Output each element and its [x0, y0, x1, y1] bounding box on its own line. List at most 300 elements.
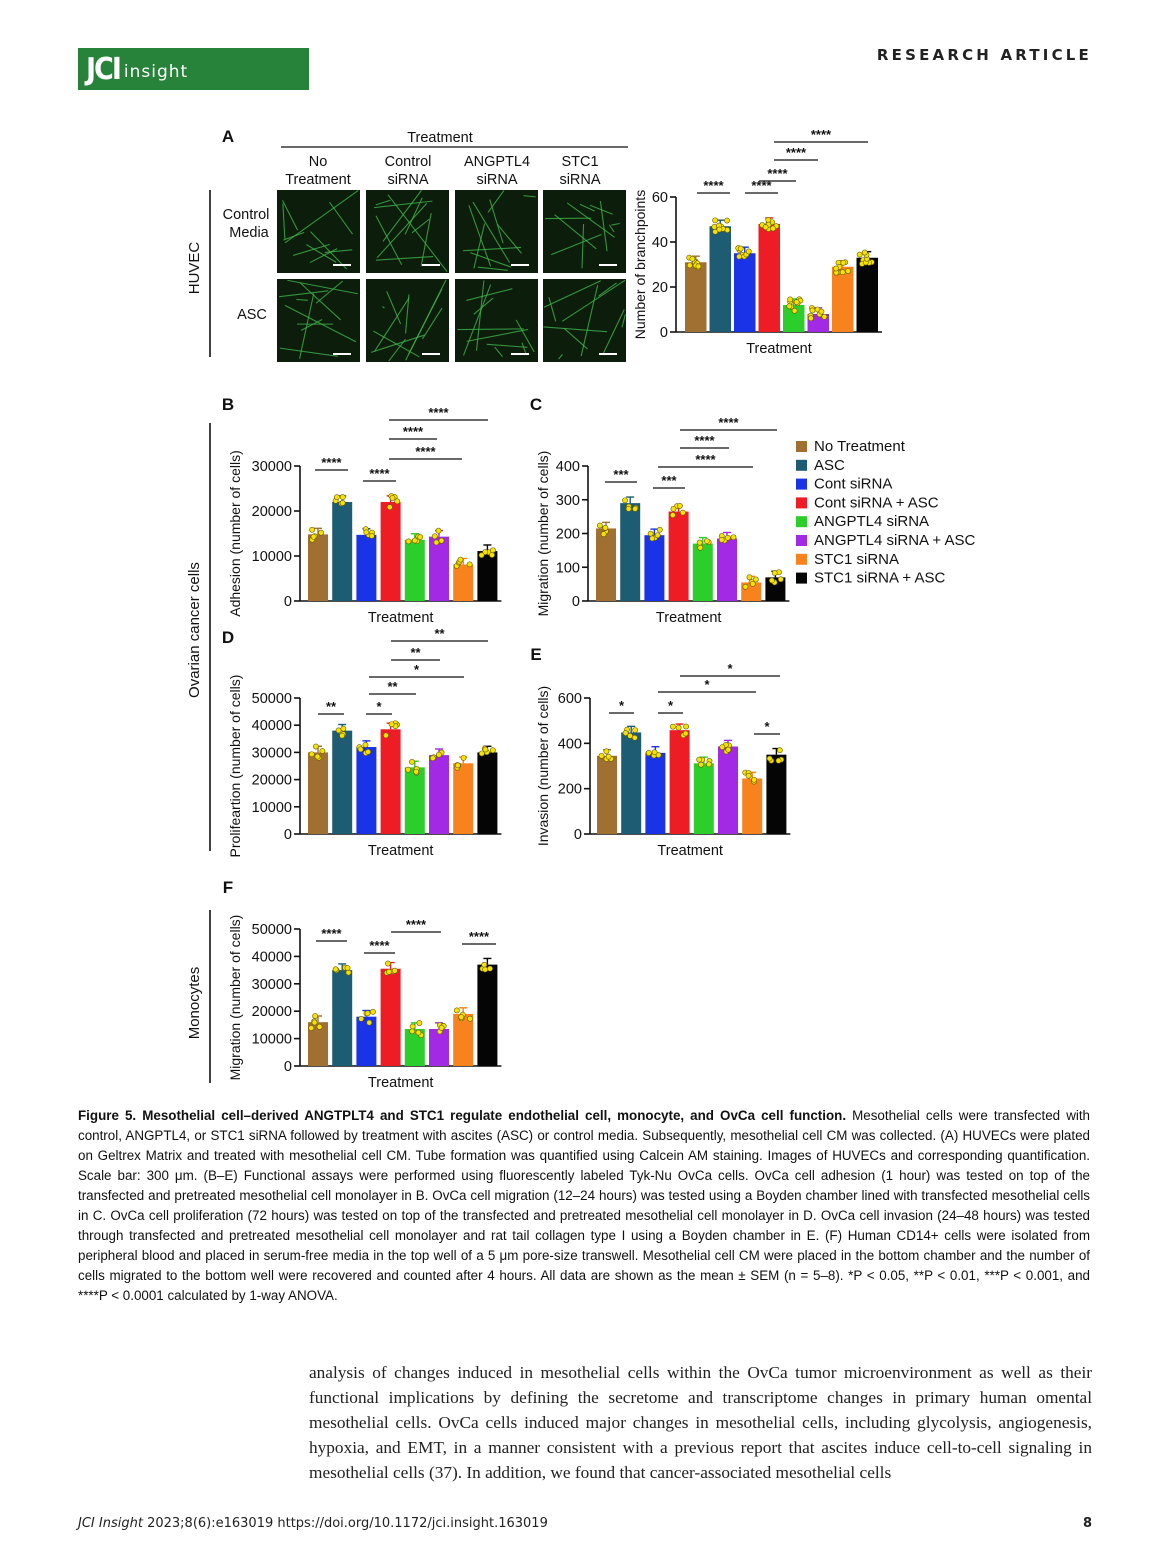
significance-label: *: [704, 677, 710, 692]
column-header: STC1: [561, 154, 599, 170]
data-point: [436, 752, 441, 757]
significance-label: *: [727, 661, 733, 676]
data-point: [777, 748, 782, 753]
data-point: [311, 534, 316, 539]
data-point: [646, 750, 651, 755]
data-point: [717, 227, 722, 232]
row-header: ASC: [237, 307, 267, 323]
logo-main: JCI: [86, 51, 120, 87]
significance-label: ****: [695, 452, 716, 467]
data-point: [670, 724, 675, 729]
data-point: [365, 749, 370, 754]
footer-citation: [78, 1516, 548, 1531]
data-point: [406, 539, 411, 544]
significance-label: ****: [369, 938, 390, 953]
data-point: [655, 533, 660, 538]
legend: [796, 438, 975, 587]
bar: [453, 763, 473, 834]
data-point: [467, 562, 472, 567]
significance-label: **: [325, 699, 337, 714]
bar: [693, 544, 713, 601]
footer-journal: JCI Insight: [78, 1516, 143, 1531]
data-point: [405, 767, 410, 772]
significance-label: *: [618, 698, 625, 713]
data-point: [467, 1016, 472, 1021]
group-label-huvec: HUVEC: [186, 241, 203, 295]
y-tick-label: 30000: [251, 459, 292, 475]
data-point: [458, 557, 463, 562]
data-point: [483, 967, 488, 972]
data-point: [698, 762, 703, 767]
legend-swatch: [796, 535, 807, 546]
legend-label: STC1 siRNA + ASC: [814, 569, 946, 587]
legend-label: ANGPTL4 siRNA: [814, 513, 930, 531]
data-point: [690, 256, 695, 261]
data-point: [369, 533, 374, 538]
data-point: [680, 510, 685, 515]
bar: [381, 502, 401, 601]
data-point: [808, 316, 813, 321]
data-point: [743, 584, 748, 589]
y-tick-label: 0: [283, 1059, 292, 1075]
data-point: [704, 539, 709, 544]
data-point: [482, 962, 487, 967]
y-tick-label: 60: [651, 190, 668, 206]
data-point: [309, 1025, 314, 1030]
bar: [620, 503, 640, 601]
data-point: [763, 225, 768, 230]
data-point: [386, 969, 391, 974]
data-point: [772, 570, 777, 575]
legend-label: Cont siRNA + ASC: [814, 494, 939, 512]
data-point: [490, 548, 495, 553]
data-point: [318, 530, 323, 535]
y-tick-label: 20000: [251, 504, 292, 520]
bar: [477, 752, 497, 834]
data-point: [731, 535, 736, 540]
data-point: [597, 523, 602, 528]
y-tick-label: 20000: [251, 772, 292, 789]
y-axis-label: Migration (number of cells): [535, 450, 551, 617]
significance-label: *: [413, 662, 420, 677]
bar: [669, 512, 689, 601]
data-point: [841, 260, 846, 265]
significance-label: **: [410, 645, 421, 660]
data-point: [341, 726, 346, 731]
x-axis-label: Treatment: [746, 341, 812, 357]
significance-label: **: [387, 679, 398, 694]
x-axis-label: Treatment: [655, 610, 722, 626]
data-point: [490, 748, 495, 753]
significance-label: ****: [321, 926, 342, 941]
bar: [308, 534, 328, 601]
data-point: [706, 762, 711, 767]
data-point: [387, 505, 392, 510]
y-tick-label: 0: [659, 325, 668, 341]
column-header: Treatment: [285, 172, 351, 188]
row-header: Control: [222, 207, 270, 223]
caption-title: Figure 5. Mesothelial cell–derived ANGTPLT4 and STC1 regulate endothelial cell, monocyte, and OvCa cell function.: [78, 1108, 847, 1123]
data-point: [390, 495, 395, 500]
bar: [670, 730, 690, 834]
data-point: [410, 1024, 415, 1029]
significance-label: ****: [468, 929, 490, 944]
significance-label: *: [376, 699, 382, 714]
data-point: [726, 747, 731, 752]
data-point: [626, 506, 631, 511]
data-point: [395, 499, 400, 504]
data-point: [746, 249, 751, 254]
legend-swatch: [796, 460, 807, 471]
data-point: [810, 308, 815, 313]
bar: [766, 755, 786, 834]
data-point: [312, 1020, 317, 1025]
data-point: [439, 1025, 444, 1030]
panel-f-chart: [227, 915, 501, 1091]
data-point: [657, 527, 662, 532]
y-tick-label: 40000: [251, 718, 292, 735]
group-label-mono: Monocytes: [186, 966, 203, 1040]
legend-label: ANGPTL4 siRNA + ASC: [814, 532, 976, 549]
logo-sub: insight: [123, 62, 189, 82]
y-axis-label: Prolifeartion (number of cells): [227, 674, 243, 858]
bar: [308, 752, 328, 834]
data-point: [418, 535, 423, 540]
data-point: [746, 773, 751, 778]
data-point: [632, 735, 637, 740]
data-point: [747, 575, 752, 580]
significance-label: ****: [369, 466, 390, 481]
data-point: [670, 512, 675, 517]
y-tick-label: 40: [651, 235, 668, 251]
data-point: [833, 266, 838, 271]
data-point: [751, 777, 756, 782]
significance-label: *: [764, 719, 770, 734]
bar: [717, 539, 737, 601]
significance-label: ****: [428, 405, 449, 420]
data-point: [483, 747, 488, 752]
data-point: [767, 756, 772, 761]
bar: [381, 969, 401, 1066]
data-point: [770, 226, 775, 231]
significance-label: *: [667, 698, 674, 713]
data-point: [652, 750, 657, 755]
column-header: siRNA: [559, 172, 601, 188]
data-point: [599, 753, 604, 758]
y-tick-label: 50000: [251, 922, 292, 938]
bar: [356, 1017, 376, 1066]
data-point: [313, 744, 318, 749]
data-point: [766, 217, 771, 222]
y-tick-label: 10000: [251, 799, 292, 816]
data-point: [309, 752, 314, 757]
data-point: [697, 540, 702, 545]
panel-a-chart: [632, 127, 882, 357]
bar: [429, 537, 449, 601]
data-point: [434, 540, 439, 545]
data-point: [340, 494, 345, 499]
bar: [718, 747, 738, 834]
data-point: [623, 730, 628, 735]
data-point: [439, 538, 444, 543]
data-point: [684, 724, 689, 729]
x-axis-label: Treatment: [367, 1075, 434, 1091]
data-point: [313, 1013, 318, 1018]
data-point: [333, 967, 338, 972]
significance-label: ****: [405, 917, 427, 932]
y-tick-label: 20: [651, 280, 668, 296]
bar: [477, 965, 497, 1066]
data-point: [414, 769, 419, 774]
bar: [332, 502, 352, 601]
data-point: [750, 581, 755, 586]
data-point: [392, 968, 397, 973]
panel-label-e: E: [530, 645, 542, 664]
data-point: [606, 754, 611, 759]
data-point: [364, 530, 369, 535]
row-header: Media: [229, 225, 269, 241]
significance-label: **: [434, 626, 445, 641]
data-point: [459, 1014, 464, 1019]
y-axis-label: Invasion (number of cells): [535, 685, 551, 847]
legend-swatch: [796, 441, 807, 452]
legend-label: No Treatment: [814, 438, 905, 455]
data-point: [720, 745, 725, 750]
significance-label: ****: [415, 444, 436, 459]
data-point: [317, 1024, 322, 1029]
data-point: [430, 755, 435, 760]
footer-citation-text: 2023;8(6):e163019 https://doi.org/10.1172/jci.insight.163019: [147, 1516, 548, 1531]
bar: [685, 262, 707, 332]
panel-a-micrographs: [223, 130, 628, 362]
data-point: [719, 537, 724, 542]
legend-swatch: [796, 573, 807, 584]
significance-label: ****: [718, 415, 739, 430]
panel-label-d: D: [221, 628, 235, 647]
bar: [381, 729, 401, 834]
bar: [621, 732, 641, 834]
bar: [857, 258, 879, 332]
y-axis-label: Number of branchpoints: [632, 189, 648, 340]
legend-swatch: [796, 516, 807, 527]
data-point: [340, 500, 345, 505]
y-tick-label: 0: [573, 827, 582, 843]
group-label-ovca: Ovarian cancer cells: [186, 562, 203, 698]
data-point: [603, 525, 608, 530]
data-point: [334, 495, 339, 500]
significance-label: ****: [767, 166, 788, 181]
y-tick-label: 50000: [251, 691, 292, 707]
data-point: [787, 304, 792, 309]
data-point: [336, 728, 341, 733]
data-point: [489, 552, 494, 557]
legend-label: STC1 siRNA: [814, 550, 900, 568]
data-point: [713, 218, 718, 223]
legend-label: ASC: [814, 456, 845, 474]
data-point: [604, 749, 609, 754]
bar: [645, 753, 665, 834]
bar: [332, 970, 352, 1066]
data-point: [788, 297, 793, 302]
bar: [710, 226, 732, 332]
column-header: siRNA: [387, 172, 429, 188]
y-tick-label: 30000: [251, 976, 292, 993]
bar: [453, 1014, 473, 1066]
legend-swatch: [796, 497, 807, 508]
body-paragraph: analysis of changes induced in mesothelial cells within the OvCa tumor microenvironment as well as their functional implications by defining the secretome and transcriptome changes in primary human omental mesothelial cells. OvCa cells induced major changes in mesothelial cells, including glycolysis, angiogenesis, hypoxia, and EMT, in a manner consistent with a previous report that ascites induce cell-to-cell signaling in mesothelial cells (37). In addition, we found that cancer-associated mesothelial cells: [309, 1363, 1092, 1482]
bar: [429, 755, 449, 834]
significance-label: ****: [703, 178, 724, 193]
y-tick-label: 0: [283, 594, 292, 610]
data-point: [862, 250, 867, 255]
data-point: [461, 755, 466, 760]
data-point: [822, 314, 827, 319]
panel-e-chart: [535, 661, 790, 859]
significance-label: ***: [661, 473, 677, 488]
data-point: [339, 733, 344, 738]
x-axis-label: Treatment: [367, 843, 434, 859]
significance-label: ****: [751, 178, 772, 193]
data-point: [454, 1008, 459, 1013]
data-point: [769, 578, 774, 583]
data-point: [358, 747, 363, 752]
bar: [356, 747, 376, 834]
data-point: [650, 536, 655, 541]
data-point: [683, 731, 688, 736]
bar: [596, 528, 616, 601]
data-point: [409, 759, 414, 764]
data-point: [601, 532, 606, 537]
data-point: [840, 270, 845, 275]
significance-label: ****: [402, 424, 424, 439]
data-point: [648, 531, 653, 536]
data-point: [633, 727, 638, 732]
y-tick-label: 200: [557, 781, 582, 798]
micrograph: [455, 190, 538, 273]
micrograph: [277, 190, 360, 273]
data-point: [677, 503, 682, 508]
bar: [356, 535, 376, 601]
data-point: [845, 268, 850, 273]
bar: [694, 763, 714, 834]
data-point: [345, 965, 350, 970]
legend-swatch: [796, 554, 807, 565]
y-axis-label: Adhesion (number of cells): [227, 450, 243, 617]
bar: [597, 756, 617, 834]
data-point: [622, 498, 627, 503]
data-point: [696, 264, 701, 269]
caption-body: Mesothelial cells were transfected with control, ANGPTL4, or STC1 siRNA followed by treatment with ascites (ASC) or control media. Subsequently, mesothelial cell CM was collected. (A) HUVECs were plated on Geltrex Matrix and treated with mesothelial cell CM. Tube formation was quantified using Calcein AM staining. Images of HUVECs and corresponding quantification. Scale bar: 300 μm. (B–E) Functional assays were performed using fluorescently labeled Tyk-Nu OvCa cells. OvCa cell adhesion (1 hour) was tested on top of the transfected and pretreated mesothelial cell monolayer in B. OvCa cell migration (12–24 hours) was tested using a Boyden chamber lined with transfected mesothelial cells in C. OvCa cell proliferation (72 hours) was tested on top of the transfected and pretreated mesothelial cell monolayer in D. OvCa cell invasion (24–48 hours) was tested through transfected and pretreated mesothelial cell monolayer and rat tail collagen type I using a Boyden chamber in E. (F) Human CD14+ cells were isolated from peripheral blood and placed in serum-free media in the top well of a 5 μm pore-size transwell. Mesothelial cell CM were placed in the bottom chamber and the number of cells migrated to the bottom well were recovered and counted after 4 hours. All data are shown as the mean ± SEM (n = 5–8). *P < 0.05, **P < 0.01, ***P < 0.001, and ****P < 0.0001 calculated by 1-way ANOVA.: [78, 1108, 1091, 1303]
bar: [405, 540, 425, 601]
panel-c-chart: [535, 415, 789, 626]
y-tick-label: 30000: [251, 745, 292, 762]
significance-label: ****: [785, 145, 807, 160]
data-point: [367, 1020, 372, 1025]
data-point: [410, 1029, 415, 1034]
y-tick-label: 10000: [251, 549, 292, 565]
y-tick-label: 400: [555, 459, 580, 475]
data-point: [487, 966, 492, 971]
data-point: [320, 748, 325, 753]
data-point: [417, 1020, 422, 1025]
y-tick-label: 600: [557, 691, 582, 707]
bar: [832, 267, 854, 332]
panel-label-c: C: [529, 395, 543, 414]
panel-label-f: F: [222, 878, 234, 897]
data-point: [412, 538, 417, 543]
data-point: [416, 1030, 421, 1035]
y-tick-label: 200: [555, 526, 580, 543]
y-tick-label: 0: [283, 827, 292, 843]
data-point: [359, 1016, 364, 1021]
treatment-header: Treatment: [407, 130, 473, 146]
data-point: [687, 263, 692, 268]
data-point: [698, 545, 703, 550]
bar: [742, 778, 762, 834]
y-tick-label: 100: [555, 560, 580, 577]
bar: [453, 565, 473, 601]
data-point: [455, 763, 460, 768]
panel-d-chart: [227, 626, 501, 859]
data-point: [389, 722, 394, 727]
data-point: [671, 506, 676, 511]
bar: [759, 224, 781, 332]
article-type: RESEARCH ARTICLE: [876, 46, 1092, 64]
x-axis-label: Treatment: [367, 610, 434, 626]
data-point: [432, 534, 437, 539]
bar: [734, 253, 756, 332]
data-point: [794, 300, 799, 305]
y-tick-label: 10000: [251, 1031, 292, 1048]
panel-label-a: A: [221, 127, 235, 146]
column-header: ANGPTL4: [463, 154, 531, 170]
panel-b-chart: [227, 405, 501, 626]
significance-label: ****: [321, 455, 342, 470]
y-tick-label: 300: [555, 492, 580, 509]
data-point: [436, 528, 441, 533]
data-point: [676, 725, 681, 730]
data-point: [778, 577, 783, 582]
column-header: No: [308, 154, 328, 170]
bar: [477, 551, 497, 601]
x-axis-label: Treatment: [657, 843, 723, 859]
data-point: [309, 527, 314, 532]
bar: [332, 731, 352, 834]
column-header: siRNA: [476, 172, 518, 188]
y-tick-label: 20000: [251, 1004, 292, 1021]
data-point: [633, 506, 638, 511]
significance-label: ****: [694, 433, 715, 448]
data-point: [738, 246, 743, 251]
page-number: 8: [1082, 1516, 1092, 1531]
significance-label: ****: [810, 127, 832, 142]
data-point: [737, 254, 742, 259]
data-point: [315, 754, 320, 759]
column-header: Control: [384, 154, 432, 170]
legend-label: Cont siRNA: [814, 475, 893, 493]
figure-caption: [78, 1106, 1090, 1306]
y-tick-label: 40000: [251, 949, 292, 966]
significance-label: ***: [613, 467, 629, 482]
data-point: [363, 742, 368, 747]
panel-label-b: B: [221, 395, 235, 414]
micrograph: [366, 190, 449, 273]
bar: [429, 1029, 449, 1066]
data-point: [697, 757, 702, 762]
data-point: [385, 961, 390, 966]
data-point: [479, 553, 484, 558]
legend-swatch: [796, 479, 807, 490]
